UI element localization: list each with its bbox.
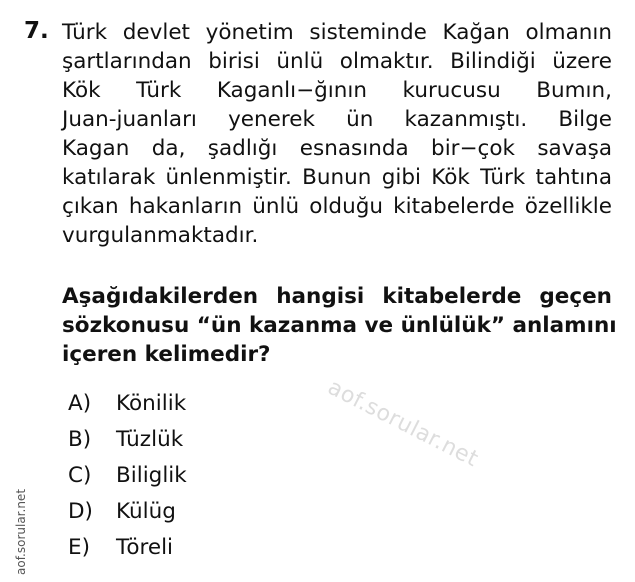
passage-line: Kök Türk Kaganlı−ğının kurucusu Bumın, bbox=[62, 78, 612, 103]
question-passage bbox=[62, 18, 612, 250]
passage-line: çıkan hakanların ünlü olduğu kitabelerde özellikle bbox=[62, 194, 612, 219]
passage-line: şartlarından birisi ünlü olmaktır. Bilindiği üzere bbox=[62, 49, 612, 74]
option-label: C) bbox=[68, 463, 92, 488]
option-label: D) bbox=[68, 499, 93, 524]
option-text: Könilik bbox=[116, 391, 187, 416]
option-e[interactable] bbox=[68, 533, 187, 569]
prompt-line: sözkonusu “ün kazanma ve ünlülük” anlamını bbox=[62, 313, 617, 338]
answer-options bbox=[68, 389, 187, 569]
watermark-diagonal: aof.sorular.net bbox=[323, 375, 483, 473]
option-label: A) bbox=[68, 391, 92, 416]
option-d[interactable] bbox=[68, 497, 187, 533]
option-label: E) bbox=[68, 535, 90, 560]
option-label: B) bbox=[68, 427, 92, 452]
option-text: Tüzlük bbox=[116, 427, 184, 452]
question-number: 7. bbox=[24, 18, 49, 44]
watermark-side: aof.sorular.net bbox=[14, 488, 28, 575]
question-prompt bbox=[62, 282, 617, 369]
option-text: Biliglik bbox=[116, 463, 187, 488]
option-c[interactable] bbox=[68, 461, 187, 497]
option-a[interactable] bbox=[68, 389, 187, 425]
passage-line: Türk devlet yönetim sisteminde Kağan olmanın bbox=[62, 20, 612, 45]
passage-line: Juan-juanları yenerek ün kazanmıştı. Bilge bbox=[62, 107, 612, 132]
prompt-line: Aşağıdakilerden hangisi kitabelerde geçen bbox=[62, 284, 612, 309]
prompt-line: içeren kelimedir? bbox=[62, 342, 271, 367]
passage-line: vurgulanmaktadır. bbox=[62, 223, 259, 248]
passage-line: Kagan da, şadlığı esnasında bir−çok savaşa bbox=[62, 136, 612, 161]
option-b[interactable] bbox=[68, 425, 187, 461]
option-text: Külüg bbox=[116, 499, 176, 524]
option-text: Töreli bbox=[116, 535, 174, 560]
passage-line: katılarak ünlenmiştir. Bunun gibi Kök Türk tahtına bbox=[62, 165, 612, 190]
